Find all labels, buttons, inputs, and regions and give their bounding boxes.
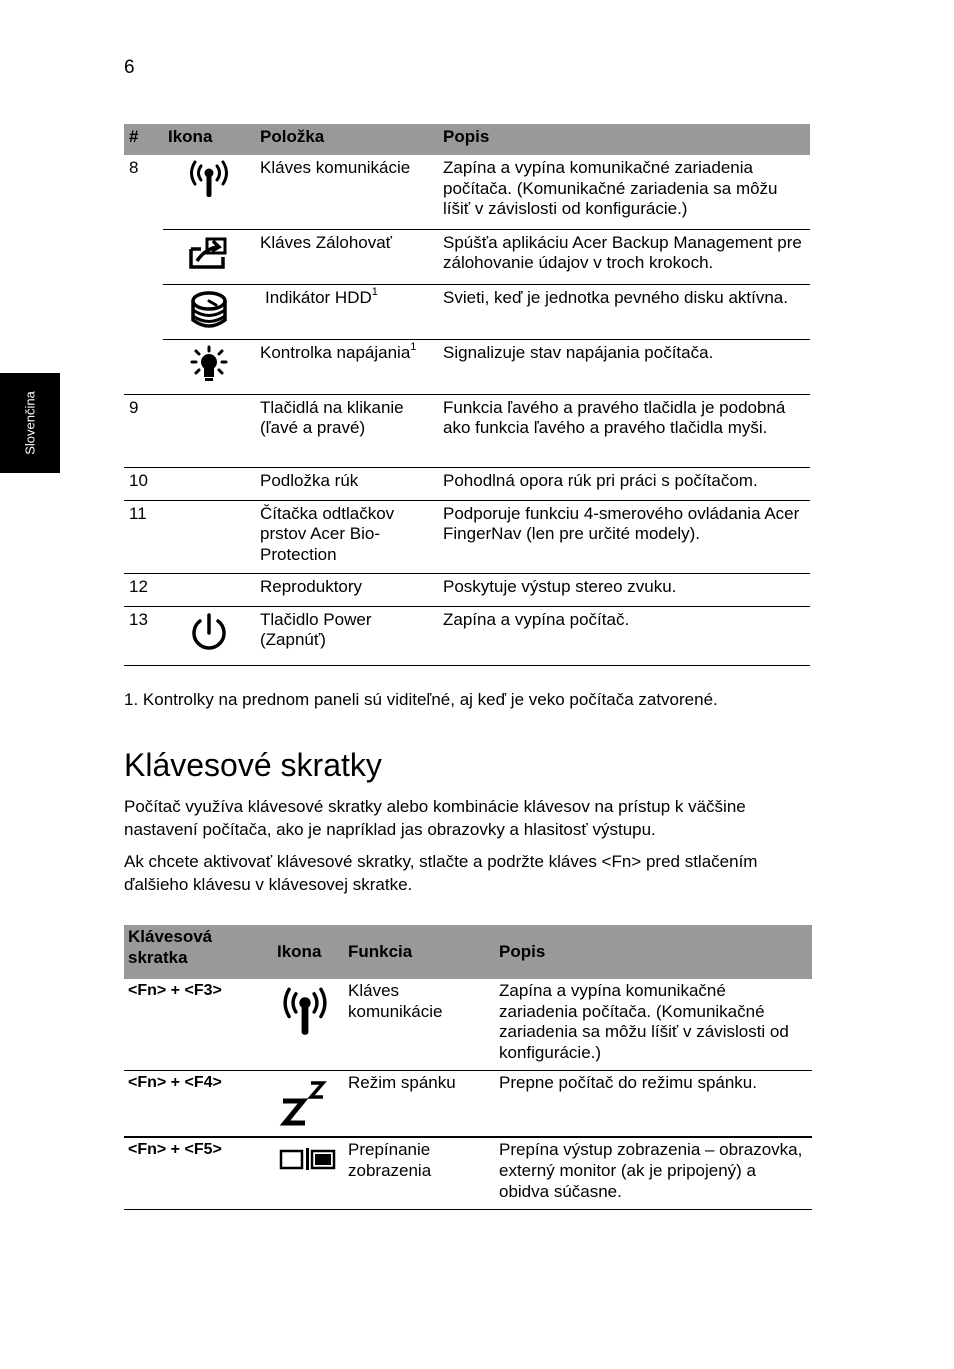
table-row [124,606,810,665]
item-desc: Spúšťa aplikáciu Acer Backup Management pre zálohovanie údajov v troch krokoch. [438,229,810,284]
icon-cell [163,284,255,339]
item-name: Tlačidlo Power (Zapnúť) [255,606,438,665]
icon-cell [163,339,255,394]
table-row [124,229,810,284]
icon-cell [163,467,255,500]
header-icon: Ikona [273,925,344,979]
section-heading: Klávesové skratky [124,747,382,783]
item-name: Tlačidlá na klikanie (ľavé a pravé) [255,394,438,467]
icon-cell [273,1070,344,1137]
function-desc: Prepne počítač do režimu spánku. [495,1070,812,1137]
icon-cell [163,229,255,284]
icon-cell [163,500,255,573]
icon-cell [273,1137,344,1209]
header-hotkey: Klávesová skratka [124,925,273,979]
row-number: 13 [124,606,163,665]
table-row [124,1137,812,1209]
footnote-marker: 1 [371,285,378,298]
item-desc: Funkcia ľavého a pravého tlačidla je podobná ako funkcia ľavého a pravého tlačidla myši. [438,394,810,467]
footnote-marker: 1 [410,340,417,353]
row-number: 12 [124,573,163,606]
table-row [124,284,810,339]
wireless-icon [187,160,231,200]
function-name: Prepínanie zobrazenia [344,1137,495,1209]
header-desc: Popis [438,124,810,155]
function-desc: Zapína a vypína komunikačné zariadenia počítača. (Komunikačné zariadenia sa môžu líšiť v závislosti od konfigurácie.) [495,979,812,1070]
item-name [255,284,438,339]
sleep-icon [279,1079,331,1129]
hotkey: <Fn> + <F5> [124,1137,273,1209]
footnote: 1. Kontrolky na prednom paneli sú viditeľné, aj keď je veko počítača zatvorené. [124,690,718,709]
table-header-row [124,124,810,155]
item-name-text: Indikátor HDD [265,287,372,307]
hdd-icon [187,290,231,330]
row-number: 11 [124,500,163,573]
icon-cell [273,979,344,1070]
table-header-row [124,925,812,979]
item-name: Reproduktory [255,573,438,606]
hotkey: <Fn> + <F4> [124,1070,273,1137]
hotkey: <Fn> + <F3> [124,979,273,1070]
icon-cell [163,155,255,229]
power-indicator-icon [187,345,231,385]
hotkeys-table [124,925,812,1210]
icon-cell [163,573,255,606]
instruction-paragraph: Ak chcete aktivovať klávesové skratky, stlačte a podržte kláves <Fn> pred stlačením ďalšieho klávesu v klávesovej skratke. [124,852,758,895]
row-number: 8 [124,155,163,394]
table-row [124,155,810,229]
table-row [124,394,810,467]
header-num: # [124,124,163,155]
item-name [255,339,438,394]
item-desc: Podporuje funkciu 4-smerového ovládania Acer FingerNav (len pre určité modely). [438,500,810,573]
intro-paragraph: Počítač využíva klávesové skratky alebo kombinácie klávesov na prístup k väčšine nastavení počítača, ako je napríklad jas obrazovky a hlasitosť výstupu. [124,797,746,840]
header-function: Funkcia [344,925,495,979]
header-item: Položka [255,124,438,155]
display-switch-icon [279,1146,337,1172]
function-desc: Prepína výstup zobrazenia – obrazovka, externý monitor (ak je pripojený) a obidva súčasne. [495,1137,812,1209]
components-table [124,124,810,666]
header-icon: Ikona [163,124,255,155]
icon-cell [163,606,255,665]
row-number: 10 [124,467,163,500]
wireless-icon [279,987,331,1037]
icon-cell [163,394,255,467]
item-name: Podložka rúk [255,467,438,500]
table-row [124,339,810,394]
item-name: Kláves komunikácie [255,155,438,229]
function-name: Režim spánku [344,1070,495,1137]
table-row [124,500,810,573]
item-name-text: Kontrolka napájania [260,342,411,362]
language-label: Slovenčina [22,391,38,455]
language-side-tab [0,373,60,473]
item-name: Kláves Zálohovať [255,229,438,284]
function-name: Kláves komunikácie [344,979,495,1070]
table-row [124,467,810,500]
item-desc: Signalizuje stav napájania počítača. [438,339,810,394]
item-name: Čítačka odtlačkov prstov Acer Bio-Protection [255,500,438,573]
table-row [124,979,812,1070]
table-row [124,1070,812,1137]
item-desc: Zapína a vypína komunikačné zariadenia počítača. (Komunikačné zariadenia sa môžu líšiť v závislosti od konfigurácie.) [438,155,810,229]
item-desc: Pohodlná opora rúk pri práci s počítačom. [438,467,810,500]
header-desc: Popis [495,925,812,979]
item-desc: Poskytuje výstup stereo zvuku. [438,573,810,606]
row-number: 9 [124,394,163,467]
item-desc: Zapína a vypína počítač. [438,606,810,665]
backup-icon [187,235,231,271]
item-desc: Svieti, keď je jednotka pevného disku aktívna. [438,284,810,339]
page-number: 6 [124,57,135,78]
table-row [124,573,810,606]
power-button-icon [187,612,231,656]
